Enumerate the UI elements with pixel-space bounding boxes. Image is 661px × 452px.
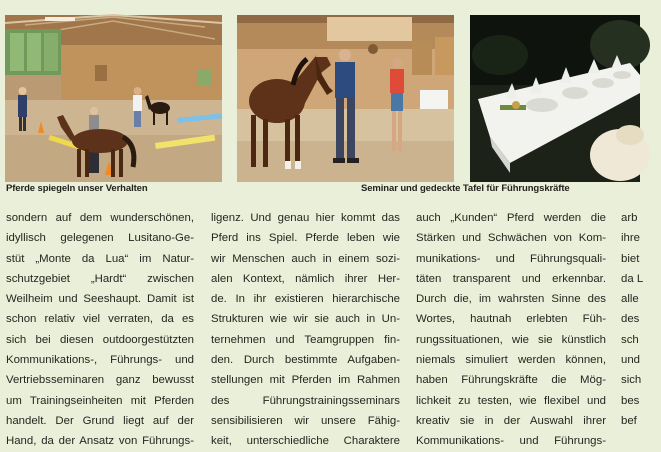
- text-line: da L: [621, 272, 644, 285]
- text-line: bes: [621, 394, 640, 407]
- text-line: sch: [621, 333, 639, 346]
- text-line: sich: [621, 374, 642, 387]
- text-line: handelt. Der Grund liegt auf der: [6, 414, 194, 427]
- text-line: idyllisch gelegenen Lusitano-Ge-: [6, 232, 194, 245]
- text-line: Pferd ins Spiel. Pferde leben wie: [211, 232, 400, 245]
- text-line: Kommunikations- und Führungs-: [416, 435, 606, 448]
- text-line: kreativ sie in der Auswahl ihrer: [416, 414, 606, 427]
- text-column-4-cropped: [621, 208, 661, 431]
- text-line: täten transparent und erkennbar.: [416, 272, 606, 285]
- text-line: wir Menschen auch in einem sozi-: [211, 252, 400, 265]
- photo-caption-left: Pferde spiegeln unser Verhalten: [6, 183, 148, 194]
- text-column-1: [6, 208, 194, 452]
- text-line: Stärken und Schwächen von Kom-: [416, 232, 606, 245]
- text-column-2: [211, 208, 400, 452]
- text-line: Weilheim und Seeshaupt. Damit ist: [6, 293, 194, 306]
- text-line: sich bei diesen outdoorgestützten: [6, 333, 194, 346]
- text-line: ternehmen und Teamgruppen fin-: [211, 333, 400, 346]
- photo-trainer-with-horse: [237, 15, 454, 182]
- text-line: sensibilisieren wir unsere Fähig-: [211, 414, 400, 427]
- text-line: den. Durch bestimmte Aufgaben-: [211, 354, 400, 367]
- text-line: keit, unterschiedliche Charaktere: [211, 435, 400, 448]
- text-line: biet: [621, 252, 640, 265]
- text-line: alle: [621, 293, 639, 306]
- text-line: munikations- und Führungsquali-: [416, 252, 606, 265]
- text-line: Strukturen wie wir sie auch in Un-: [211, 313, 400, 326]
- text-line: stellungen mit Pferden im Rahmen: [211, 374, 400, 387]
- text-column-3: [416, 208, 606, 452]
- text-line: sondern auf dem wunderschönen,: [6, 212, 194, 224]
- text-line: arb: [621, 212, 638, 224]
- text-line: um Trainingseinheiten mit Pferden: [6, 394, 194, 407]
- text-line: lichkeit zu testen, wie flexibel und: [416, 394, 606, 407]
- text-line: ihre: [621, 232, 640, 245]
- text-line: Durch die, im wahrsten Sinne des: [416, 293, 606, 306]
- photo-dinner-table: [470, 15, 640, 182]
- text-line: und: [621, 354, 641, 367]
- text-line: des: [621, 313, 640, 326]
- text-line: schon relativ viel verraten, da es: [6, 313, 194, 326]
- text-line: niemals simuliert werden können,: [416, 354, 606, 367]
- text-line: ligenz. Und genau hier kommt das: [211, 212, 400, 224]
- text-line: stüt „Monte da Lua“ im Natur-: [6, 252, 194, 265]
- text-line: Kommunikations-, Führungs- und: [6, 354, 194, 367]
- text-line: alen Kontext, nämlich ihrer Her-: [211, 272, 400, 285]
- text-line: Vertriebsseminaren ganz bewusst: [6, 374, 194, 387]
- text-line: Wortes, hautnah erlebten Füh-: [416, 313, 606, 326]
- text-line: haben Führungskräfte die Mög-: [416, 374, 606, 387]
- text-line: de. In ihr existieren hierarchische: [211, 293, 400, 306]
- text-line: Hand, da der Ansatz von Führungs-: [6, 435, 194, 448]
- text-line: des Führungstrainingsseminars: [211, 394, 400, 407]
- text-line: bef: [621, 414, 637, 427]
- text-line: rungssituationen, wie sie künstlich: [416, 333, 606, 346]
- text-line: auch „Kunden“ Pferd werden die: [416, 212, 606, 224]
- photo-caption-right: Seminar und gedeckte Tafel für Führungskräfte: [361, 183, 570, 194]
- text-line: schutzgebiet „Hardt“ zwischen: [6, 272, 194, 285]
- photo-horses-in-arena: [5, 15, 222, 182]
